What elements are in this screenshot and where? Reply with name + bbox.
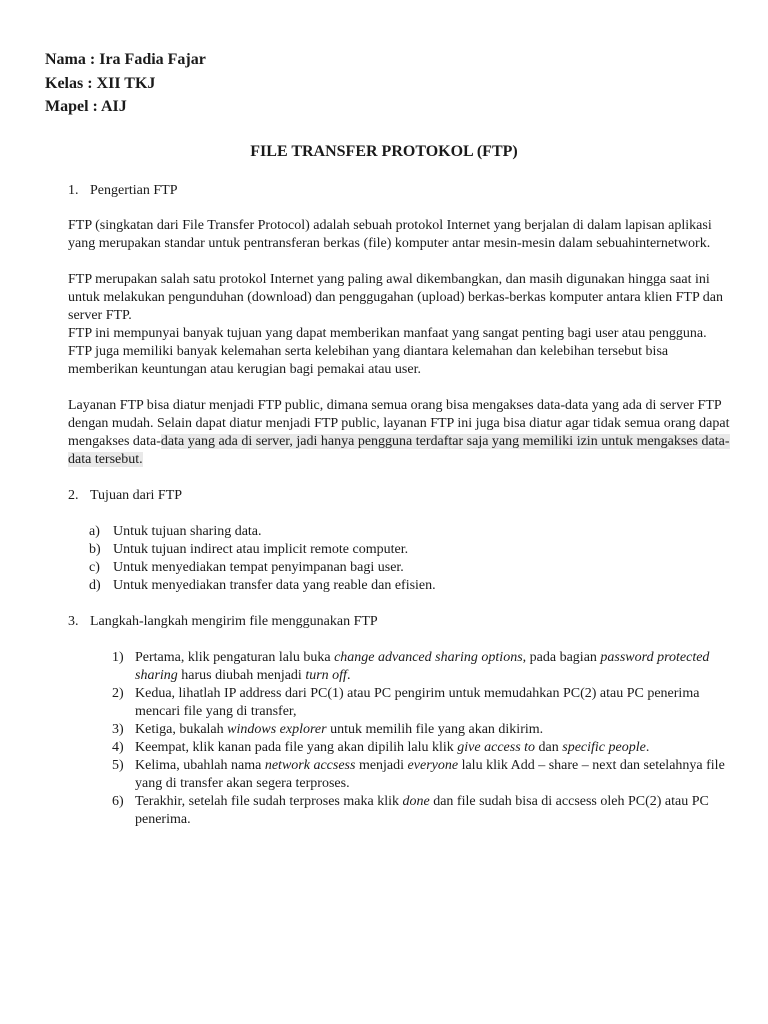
highlighted-text: data yang ada di server, jadi hanya pengguna terdaftar saja yang memiliki izin untuk mengakses data-data tersebut. — [68, 434, 730, 467]
section-1-heading: 1. Pengertian FTP — [68, 183, 178, 198]
list-item: 3) Ketiga, bukalah windows explorer untuk memilih file yang akan dikirim. — [112, 722, 544, 737]
paragraph-definition: FTP (singkatan dari File Transfer Protocol) adalah sebuah protokol Internet yang berjalan di dalam lapisan aplikasi yang merupakan standar untuk pentransferan berkas (file) komputer antar mesin-mesin dalam sebuahinternetwork. — [68, 218, 712, 251]
list-item: c) Untuk menyediakan tempat penyimpanan bagi user. — [89, 560, 404, 575]
list-item: d) Untuk menyediakan transfer data yang reable dan efisien. — [89, 578, 436, 593]
steps-list — [68, 649, 733, 829]
paragraph-history: FTP merupakan salah satu protokol Internet yang paling awal dikembangkan, dan masih digunakan hingga saat ini untuk melakukan pengunduhan (download) dan penggugahan (upload) berkas-berkas komputer antara klien FTP dan server FTP. — [68, 272, 723, 323]
list-item: b) Untuk tujuan indirect atau implicit remote computer. — [89, 542, 409, 557]
student-class: Kelas : XII TKJ — [45, 74, 156, 92]
paragraph-purpose: FTP ini mempunyai banyak tujuan yang dapat memberikan manfaat yang sangat penting bagi user atau pengguna. FTP juga memiliki banyak kelemahan serta kelebihan yang diantara kelemahan dan kelebihan tersebut bisa memberikan keuntungan atau kerugian bagi pemakai atau user. — [68, 326, 707, 377]
list-item: 6) Terakhir, setelah file sudah terproses maka klik done dan file sudah bisa di accsess oleh PC(2) atau PC penerima. — [112, 794, 709, 827]
list-item: a) Untuk tujuan sharing data. — [89, 524, 262, 539]
section-2-heading: 2. Tujuan dari FTP — [68, 488, 183, 503]
list-item: 1) Pertama, klik pengaturan lalu buka change advanced sharing options, pada bagian password protected sharing harus diubah menjadi turn off. — [112, 650, 710, 683]
section-3-heading: 3. Langkah-langkah mengirim file menggunakan FTP — [68, 614, 378, 629]
list-item: 4) Keempat, klik kanan pada file yang akan dipilih lalu klik give access to dan specific people. — [112, 740, 650, 755]
subject: Mapel : AIJ — [45, 98, 127, 115]
document-body — [68, 182, 733, 829]
purpose-list — [68, 523, 733, 595]
list-item: 5) Kelima, ubahlah nama network accsess menjadi everyone lalu klik Add – share – next dan setelahnya file yang di transfer akan segera terproses. — [112, 758, 725, 791]
list-item: 2) Kedua, lihatlah IP address dari PC(1) atau PC pengirim untuk memudahkan PC(2) atau PC penerima mencari file yang di transfer, — [112, 686, 700, 719]
paragraph-public-access: Layanan FTP bisa diatur menjadi FTP public, dimana semua orang bisa mengakses data-data yang ada di server FTP dengan mudah. Selain dapat diatur menjadi FTP public, layanan FTP ini juga bisa diatur agar tidak semua orang dapat mengakses data-data yang ada di server, jadi hanya pengguna terdaftar saja yang memiliki izin untuk mengakses data-data tersebut. — [68, 398, 730, 467]
student-info — [45, 48, 206, 119]
student-name: Nama : Ira Fadia Fajar — [45, 51, 206, 68]
document-title: FILE TRANSFER PROTOKOL (FTP) — [250, 143, 518, 160]
